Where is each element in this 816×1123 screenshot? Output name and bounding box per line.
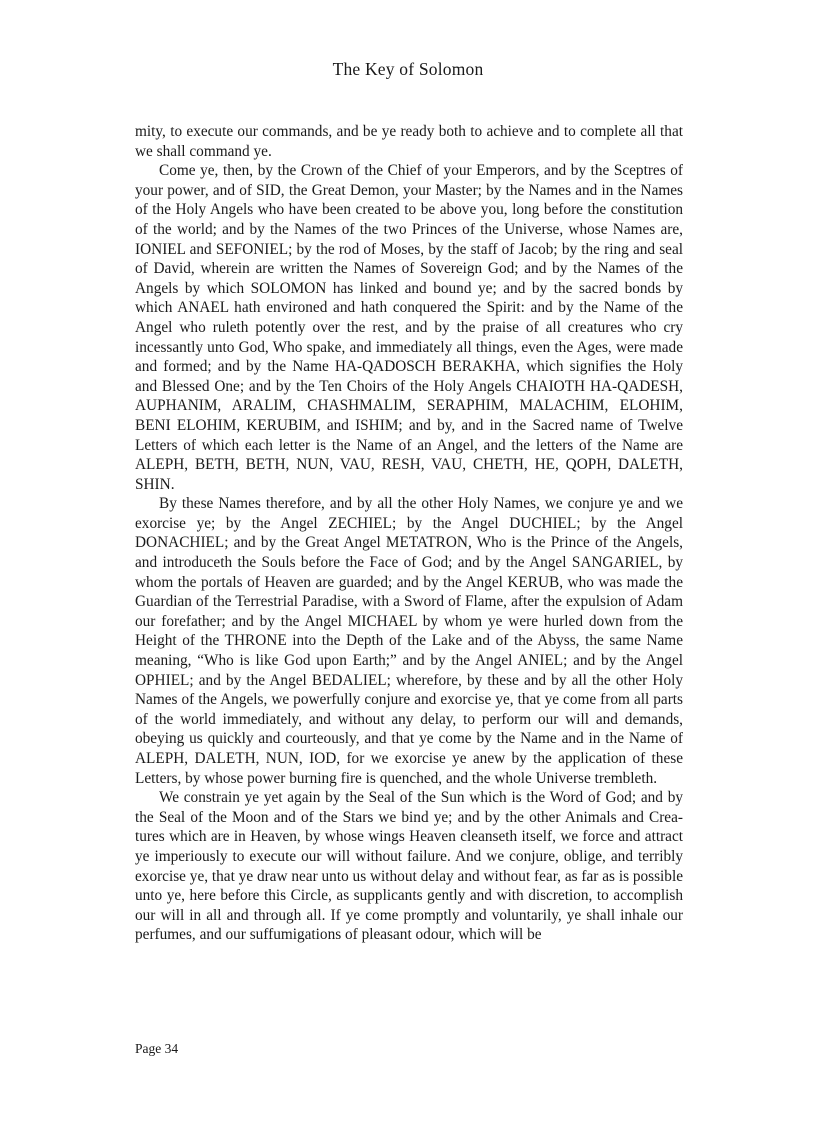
paragraph: By these Names therefore, and by all the other Holy Names, we conjure ye and we exorcise ye; by the Angel ZECHIEL; by the Angel DUCHIEL; by the Angel DONACHIEL; and by the Great Angel METATRON, Who is the Prince of the Angels, and introduceth the Souls before the Face of God; and by the Angel SANGARIEL, by whom the portals of Heaven are guarded; and by the Angel KERUB, who was made the Guardian of the Terrestrial Paradise, with a Sword of Flame, after the expulsion of Adam our forefather; and by the Angel MICHAEL by whom ye were hurled down from the Height of the THRONE into the Depth of the Lake and of the Abyss, the same Name meaning, “Who is like God upon Earth;” and by the Angel ANIEL; and by the Angel OPHIEL; and by the Angel BEDALIEL; wherefore, by these and by all the other Holy Names of the Angels, we powerfully conjure and exorcise ye, that ye come from all parts of the world immediately, and without any delay, to perform our will and demands, obeying us quickly and courteously, and that ye come by the Name and in the Name of ALEPH, DALETH, NUN, IOD, for we exorcise ye anew by the application of these Letters, by whose power burning fire is quenched, and the whole Universe trembleth.	[135, 495, 683, 787]
running-head-title: The Key of Solomon	[332, 59, 484, 79]
paragraph-continuation: mity, to execute our commands, and be ye ready both to achieve and to complete all that we shall command ye.	[135, 123, 683, 160]
page-number: Page 34	[135, 1041, 179, 1056]
paragraph: Come ye, then, by the Crown of the Chief of your Emperors, and by the Sceptres of your power, and of SID, the Great Demon, your Master; by the Names and in the Names of the Holy Angels who have been created to be above you, long before the constitution of the world; and by the Names of the two Princes of the Universe, whose Names are, IONIEL and SEFONIEL; by the rod of Moses, by the staff of Jacob; by the ring and seal of David, wherein are written the Names of Sovereign God; and by the Names of the Angels by which SOLOMON has linked and bound ye; and by the sacred bonds by which ANAEL hath environed and hath conquered the Spirit: and by the Name of the Angel who ruleth potently over the rest, and by the praise of all creatures who cry incessantly unto God, Who spake, and immediately all things, even the Ages, were made and formed; and by the Name HA-QADOSCH BERAKHA, which signifies the Holy and Blessed One; and by the Ten Choirs of the Holy Angels CHAIOTH HA-QADESH, AUPHANIM, ARALIM, CHASHMALIM, SERAPHIM, MALACHIM, ELOHIM, BENI ELOHIM, KERUBIM, and ISHIM; and by, and in the Sacred name of Twelve Letters of which each letter is the Name of an Angel, and the letters of the Name are ALEPH, BETH, BETH, NUN, VAU, RESH, VAU, CHETH, HE, QOPH, DALETH, SHIN.	[135, 162, 683, 493]
paragraph: We constrain ye yet again by the Seal of the Sun which is the Word of God; and by the Seal of the Moon and of the Stars we bind ye; and by the other Animals and Creatures which are in Heaven, by whose wings Heaven cleanseth itself, we force and attract ye imperiously to execute our will without failure. And we conjure, oblige, and terribly exorcise ye, that ye draw near unto us without delay and without fear, as far as is possible unto ye, here before this Circle, as supplicants gently and with discretion, to accomplish our will in all and through all. If ye come promptly and voluntarily, ye shall inhale our perfumes, and our suffumigations of pleasant odour, which will be	[135, 789, 683, 944]
body-text	[135, 122, 683, 945]
